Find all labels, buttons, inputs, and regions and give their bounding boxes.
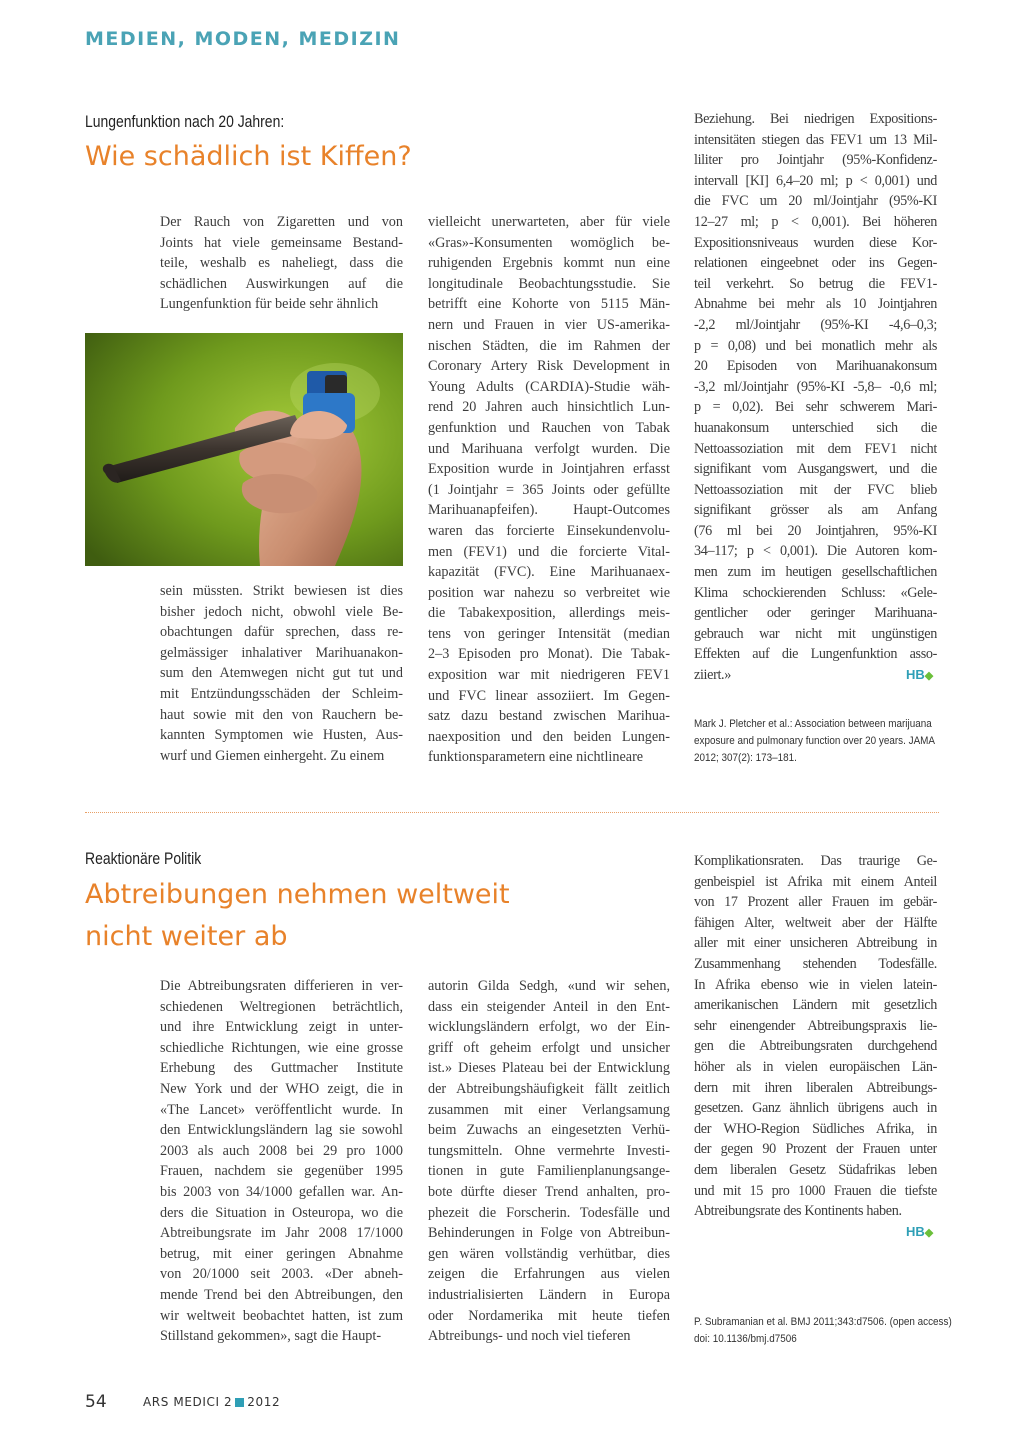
text-line: «Gras»-Konsumenten womöglich be- (428, 234, 670, 251)
text-line: wir weltweit beobachtet hatten, ist zum (160, 1307, 403, 1324)
text-line: aller mit einer unsicheren Abtreibung in (694, 935, 937, 952)
text-line: schädlichen Auswirkungen auf die (160, 275, 403, 292)
text-line: Der Rauch von Zigaretten und von (160, 214, 403, 230)
text-line: naexposition und den beiden Lungen- (428, 728, 670, 745)
text-line: kannten Symptomen wie Husten, Aus- (160, 727, 403, 744)
text-line: ders die Situation in Osteuropa, wo die (160, 1204, 403, 1221)
text-line: und FVC linear assoziiert. Im Gegen- (428, 687, 670, 704)
text-line: von 20/1000 seit 2003. «Der abneh- (160, 1266, 403, 1283)
text-line: fähigen Alter, weltweit aber der Hälfte (694, 914, 937, 931)
article2-kicker: Reaktionäre Politik (85, 849, 202, 868)
text-line: sehr einengender Abtreibungspraxis lie- (694, 1017, 937, 1034)
text-line: waren das forcierte Einsekundenvolu- (428, 522, 670, 539)
text-line: 20 Episoden von Marihuanakonsum (694, 358, 937, 375)
article2-title-line: nicht weiter ab (85, 921, 288, 952)
text-line: Marihuanapfeifen). Haupt-Outcomes (428, 502, 670, 519)
text-line: Nettoassoziation mit der FVC blieb (694, 481, 937, 498)
text-line: schiedenen Weltregionen beträchtlich, (160, 998, 403, 1015)
text-line: bisher jedoch nicht, obwohl viele Be- (160, 603, 403, 620)
text-line: gebrauch war nicht mit ungünstigen (694, 625, 937, 642)
text-line: Behinderungen in Folge von Abtreibun- (428, 1225, 670, 1242)
text-line: Mark J. Pletcher et al.: Association between marijuana (694, 718, 932, 730)
text-line: höher als in vielen europäischen Län- (694, 1058, 937, 1075)
text-line: dem liberalen Gesetz Südafrikas leben (694, 1161, 937, 1178)
text-line: Klima schockierenden Schluss: «Gele- (694, 584, 937, 601)
text-line: und mit 15 pro 1000 Frauen die tiefste (694, 1182, 937, 1199)
text-line: nischen Städten, die im Rahmen der (428, 337, 670, 354)
text-line: ziiert.» (694, 667, 731, 684)
text-line: sum den Atemwegen nicht gut tut und (160, 665, 403, 682)
article2-title (85, 874, 510, 958)
text-line: 34–117; p < 0,001). Die Autoren kom- (694, 543, 937, 560)
text-line: funktionsparametern eine nichtlineare (428, 749, 644, 766)
text-line: der WHO-Region Südliches Afrika, in (694, 1120, 937, 1137)
article1-kicker: Lungenfunktion nach 20 Jahren: (85, 112, 285, 131)
joint-photo (85, 333, 403, 566)
article2-reference (694, 1314, 952, 1348)
text-line: rend 20 Jahren auch hinsichtlich Lun- (428, 399, 670, 416)
diamond-icon: ◆ (924, 670, 934, 682)
diamond-icon: ◆ (924, 1227, 934, 1239)
text-line: industrialisierten Ländern in Europa (428, 1286, 670, 1303)
text-line: tionen in gute Familienplanungsange- (428, 1163, 670, 1180)
text-line: satz dazu bestand zwischen Marihua- (428, 708, 670, 725)
article1-title: Wie schädlich ist Kiffen? (85, 141, 412, 172)
text-line: phezeit die Forscherin. Todesfälle und (428, 1204, 670, 1221)
text-line: gesetzen. Ganz ähnlich übrigens auch in (694, 1100, 937, 1117)
text-line: beim Zuwachs an eingesetzten Verhü- (428, 1122, 670, 1139)
text-line: men (FEV1) und die forcierte Vital- (428, 543, 670, 560)
text-line: dass ein steigender Anteil in den Ent- (428, 998, 670, 1015)
text-line: Erhebung des Guttmacher Institute (160, 1060, 403, 1077)
article2-col1 (160, 976, 403, 1347)
text-line: huanakonsum unterschied sich die (694, 419, 937, 436)
text-line: gelmässiger inhalativer Marihuanakon- (160, 644, 403, 661)
text-line: p = 0,02). Bei sehr schwerem Mari- (694, 399, 937, 416)
text-line: Beziehung. Bei niedrigen Expositions- (694, 111, 937, 127)
article1-reference (694, 716, 935, 767)
text-line: -3,2 ml/Jointjahr (95%-KI -5,8– -0,6 ml; (694, 378, 937, 395)
signature-initials: HB (906, 1224, 925, 1239)
text-line: Abtreibungsrate im Jahr 2008 17/1000 (160, 1225, 403, 1242)
text-line: schiedliche Richtungen, wie eine grosse (160, 1039, 403, 1056)
text-line: haut sowie mit den von Rauchern be- (160, 706, 403, 723)
text-line: -2,2 ml/Jointjahr (95%-KI -4,6–0,3; (694, 316, 937, 333)
text-line: Die Abtreibungsraten differieren in ver- (160, 978, 403, 994)
text-line: exposure and pulmonary function over 20 years. JAMA (694, 735, 936, 747)
text-line: position war nahezu so verbreitet wie (428, 584, 670, 601)
text-line: dern mit ihren liberalen Abtreibungs- (694, 1079, 937, 1096)
text-line: der gegen 90 Prozent der Frauen unter (694, 1141, 937, 1158)
journal-year: 2012 (247, 1395, 281, 1409)
text-line: bote dürfte dieser Trend anhalten, pro- (428, 1183, 670, 1200)
text-line: wicklungsländern erfolgt, wo der Ein- (428, 1019, 670, 1036)
text-line: die Tabakexposition, allerdings meis- (428, 605, 670, 622)
text-line: Coronary Artery Risk Development in (428, 358, 670, 375)
text-line: wurf und Giemen einhergeht. Zu einem (160, 747, 385, 764)
text-line: relationen eingeebnet oder ins Gegen- (694, 255, 937, 272)
text-line: (76 ml bei 20 Jointjahren, 95%-KI (694, 522, 937, 539)
text-line: tungsmitteln. Ohne vermehrte Investi- (428, 1142, 670, 1159)
text-line: nern und Frauen in vier US-amerika- (428, 316, 670, 333)
text-line: der Abtreibungshäufigkeit fällt zeitlich (428, 1080, 670, 1097)
text-line: obachtungen dafür sprechen, dass re- (160, 624, 403, 641)
text-line: und Marihuana verfolgt wurden. Die (428, 440, 670, 457)
article2-col3 (694, 851, 937, 1222)
text-line: mit Entzündungsschäden der Schleim- (160, 685, 403, 702)
page-number: 54 (85, 1392, 107, 1412)
text-line: men zum im heutigen gesellschaftlichen (694, 564, 937, 581)
article1-col2 (428, 212, 670, 768)
text-line: tens von geringer Intensität (median (428, 625, 670, 642)
text-line: betrifft eine Kohorte von 5115 Män- (428, 296, 670, 313)
text-line: In Afrika ebenso wie in vielen latein- (694, 976, 937, 993)
text-line: gen wären vollständig verhütbar, dies (428, 1245, 670, 1262)
text-line: genfunktion und Rauchen von Tabak (428, 419, 670, 436)
text-line: oder Nordamerika mit heute tiefen (428, 1307, 670, 1324)
article1-col3 (694, 109, 937, 686)
text-line: kapazität (FVC). Eine Marihuanaex- (428, 564, 670, 581)
text-line: Frauen, nachdem sie gegenüber 1995 (160, 1163, 403, 1180)
article1-col1-bottom (160, 581, 403, 766)
article1-signature (906, 667, 933, 682)
text-line: von 17 Prozent aller Frauen im gebär- (694, 894, 937, 911)
text-line: vielleicht unerwarteten, aber für viele (428, 214, 670, 230)
text-line: Stillstand gekommen», sagt die Haupt- (160, 1328, 382, 1345)
text-line: «The Lancet» veröffentlicht wurde. In (160, 1101, 403, 1118)
journal-footer (143, 1395, 280, 1409)
text-line: Zusammenhang stehenden Todesfälle. (694, 955, 937, 972)
text-line: teil verkehrt. So betrug die FEV1- (694, 275, 937, 292)
text-line: bis 2003 von 34/1000 gefallen war. An- (160, 1183, 403, 1200)
text-line: Expositionsniveaus wurden diese Kor- (694, 234, 937, 251)
text-line: griff oft geheim erfolgt und unsicher (428, 1039, 670, 1056)
text-line: betrug, mit einer geringen Abnahme (160, 1245, 403, 1262)
text-line: 2–3 Episoden pro Monat). Die Tabak- (428, 646, 670, 663)
section-divider (85, 812, 939, 813)
text-line: zusammen mit einer Verlangsamung (428, 1101, 670, 1118)
text-line: (1 Jointjahr = 365 Joints oder gefüllte (428, 481, 670, 498)
text-line: ist.» Dieses Plateau bei der Entwicklung (428, 1060, 670, 1077)
text-line: Young Adults (CARDIA)-Studie wäh- (428, 378, 670, 395)
text-line: p = 0,08) und bei monatlich mehr als (694, 337, 937, 354)
text-line: Lungenfunktion für beide sehr ähnlich (160, 296, 379, 313)
text-line: P. Subramanian et al. BMJ 2011;343:d7506. (open access) (694, 1316, 952, 1328)
text-line: sein müssten. Strikt bewiesen ist dies (160, 583, 403, 599)
article1-col1-top (160, 212, 403, 315)
text-line: zeigen die Erfahrungen aus vielen (428, 1266, 670, 1283)
text-line: teile, weshalb es naheliegt, dass die (160, 255, 403, 272)
square-icon (235, 1398, 244, 1407)
article2-signature (906, 1224, 933, 1239)
text-line: Nettoassoziation mit dem FEV1 nicht (694, 440, 937, 457)
text-line: Abtreibungsrate des Kontinents haben. (694, 1203, 902, 1220)
text-line: Abtreibungs- und noch viel tieferen (428, 1328, 631, 1345)
text-line: signifikant vom Ausgangswert, und die (694, 461, 937, 478)
text-line: Effekten auf die Lungenfunktion asso- (694, 646, 937, 663)
text-line: und ihre Entwicklung zeigt in unter- (160, 1019, 403, 1036)
text-line: longitudinale Beobachtungsstudie. Sie (428, 275, 670, 292)
article2-col2 (428, 976, 670, 1347)
text-line: genbeispiel ist Afrika mit einem Anteil (694, 873, 937, 890)
text-line: mende Trend bei den Abtreibungen, den (160, 1286, 403, 1303)
text-line: Exposition wurde in Jointjahren erfasst (428, 461, 670, 478)
text-line: exposition war mit niedrigeren FEV1 (428, 667, 670, 684)
text-line: 2012; 307(2): 173–181. (694, 752, 797, 764)
text-line: intensitäten stiegen das FEV1 um 13 Mil- (694, 131, 937, 148)
text-line: New York und der WHO zeigt, die in (160, 1080, 403, 1097)
text-line: liliter pro Jointjahr (95%-Konfidenz- (694, 152, 937, 169)
section-header: MEDIEN, MODEN, MEDIZIN (85, 28, 401, 50)
text-line: die FVC um 20 ml/Jointjahr (95%-KI (694, 193, 937, 210)
text-line: Komplikationsraten. Das traurige Ge- (694, 853, 937, 869)
article2-title-line: Abtreibungen nehmen weltweit (85, 879, 510, 910)
text-line: autorin Gilda Sedgh, «und wir sehen, (428, 978, 670, 994)
text-line: 2003 als auch 2008 bei 29 pro 1000 (160, 1142, 403, 1159)
text-line: gentlicher oder geringer Marihuana- (694, 605, 937, 622)
text-line: gen die Abtreibungsraten durchgehend (694, 1038, 937, 1055)
text-line: doi: 10.1136/bmj.d7506 (694, 1333, 797, 1345)
text-line: amerikanischen Ländern mit gesetzlich (694, 997, 937, 1014)
text-line: signifikant grösser als am Anfang (694, 502, 937, 519)
signature-initials: HB (906, 667, 925, 682)
text-line: ruhigenden Ergebnis kommt nun eine (428, 255, 670, 272)
text-line: Joints hat viele gemeinsame Bestand- (160, 234, 403, 251)
text-line: intervall [KI] 6,4–20 ml; p < 0,001) und (694, 172, 937, 189)
journal-name: ARS MEDICI 2 (143, 1395, 233, 1409)
text-line: 12–27 ml; p < 0,001). Bei höheren (694, 213, 937, 230)
text-line: den Entwicklungsländern lag sie sowohl (160, 1122, 403, 1139)
text-line: Abnahme bei mehr als 10 Jointjahren (694, 296, 937, 313)
